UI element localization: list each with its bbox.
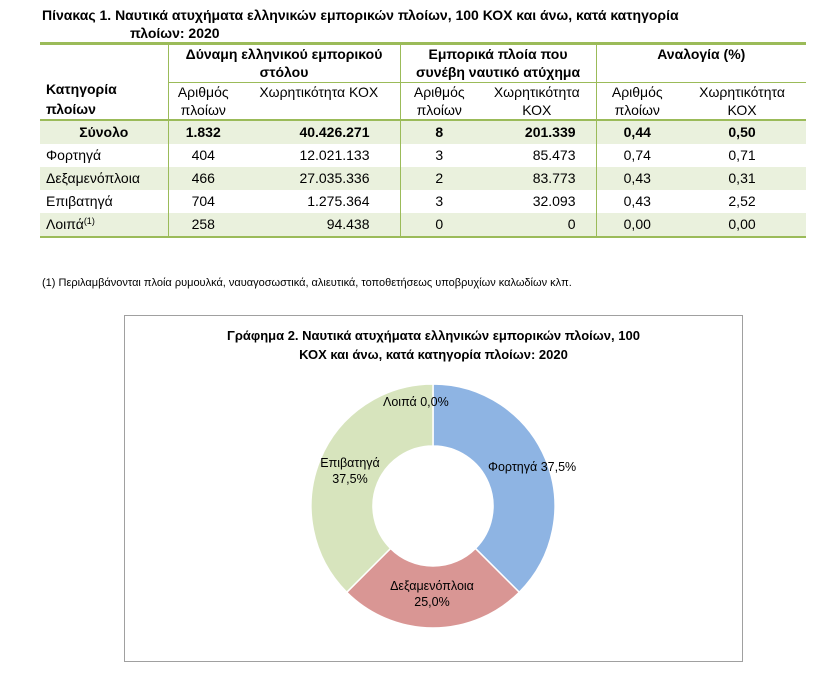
cell: 8 bbox=[400, 120, 478, 144]
cell: 27.035.336 bbox=[238, 167, 400, 190]
sub-header-grt: Χωρητικότητα ΚΟΧ bbox=[678, 82, 806, 120]
row-label: Λοιπά$^{(1)}$ bbox=[40, 213, 168, 237]
table-footnote: (1) Περιλαμβάνονται πλοία ρυμουλκά, ναυαγοσωστικά, αλιευτικά, τοποθετήσεως υποβρυχίων καλωδίων κλπ. bbox=[42, 277, 572, 289]
chart-title: Γράφημα 2. Ναυτικά ατυχήματα ελληνικών εμπορικών πλοίων, 100 bbox=[227, 328, 640, 343]
group-header-accidents: Εμπορικά πλοία που συνέβη ναυτικό ατύχημα bbox=[400, 44, 596, 82]
sub-header-count: Αριθμός πλοίων bbox=[400, 82, 478, 120]
accidents-table bbox=[40, 42, 806, 238]
row-label: Σύνολο bbox=[40, 120, 168, 144]
cell: 12.021.133 bbox=[299, 147, 370, 163]
sub-header-count: Αριθμός πλοίων bbox=[168, 82, 238, 120]
cell: 94.438 bbox=[238, 213, 400, 237]
sub-header-grt: Χωρητικότητα ΚΟΧ bbox=[478, 82, 596, 120]
table-row bbox=[40, 213, 806, 237]
table-row bbox=[40, 190, 806, 213]
cell: 0,74 bbox=[596, 144, 678, 167]
chart-title-cont: ΚΟΧ και άνω, κατά κατηγορία πλοίων: 2020 bbox=[299, 347, 568, 362]
cell: 1.832 bbox=[168, 120, 238, 144]
cell: 201.339 bbox=[478, 120, 596, 144]
table-title-cont: πλοίων: 2020 bbox=[130, 25, 220, 41]
cell: 258 bbox=[168, 213, 238, 237]
cell: 0,44 bbox=[596, 120, 678, 144]
group-header-fleet: Δύναμη ελληνικού εμπορικού στόλου bbox=[168, 44, 400, 82]
slice-label-passenger: Επιβατηγά 37,5% bbox=[320, 456, 380, 486]
cell: 2,52 bbox=[728, 193, 756, 209]
cell: 0 bbox=[400, 213, 478, 237]
group-header-ratio: Αναλογία (%) bbox=[596, 44, 806, 82]
cell: 0,43 bbox=[596, 190, 678, 213]
cell: 704 bbox=[168, 190, 238, 213]
cell: 40.426.271 bbox=[238, 120, 400, 144]
table-row bbox=[40, 144, 806, 167]
cell: 0,43 bbox=[596, 167, 678, 190]
cell: 0,50 bbox=[678, 120, 806, 144]
cell: 85.473 bbox=[532, 147, 576, 163]
table-row bbox=[40, 167, 806, 190]
cell: 83.773 bbox=[478, 167, 596, 190]
cell: 0,00 bbox=[596, 213, 678, 237]
slice-Επιβατηγά bbox=[311, 384, 433, 592]
cell: 1.275.364 bbox=[307, 193, 370, 209]
slice-label-tanker: Δεξαμενόπλοια 25,0% bbox=[390, 579, 474, 609]
cell: 3 bbox=[400, 144, 478, 167]
row-label: Επιβατηγά bbox=[46, 193, 113, 209]
footnote-marker: (1) bbox=[83, 216, 95, 226]
cell: 0,00 bbox=[678, 213, 806, 237]
doughnut-chart bbox=[124, 315, 743, 662]
table-title: Πίνακας 1. Ναυτικά ατυχήματα ελληνικών εμπορικών πλοίων, 100 ΚΟΧ και άνω, κατά κατηγορία bbox=[42, 7, 679, 23]
cell: 0 bbox=[478, 213, 596, 237]
slice-Φορτηγά bbox=[433, 384, 555, 592]
cell: 32.093 bbox=[532, 193, 576, 209]
cell: 0,71 bbox=[728, 147, 756, 163]
cell: 2 bbox=[400, 167, 478, 190]
cell: 404 bbox=[168, 144, 238, 167]
sub-header-count: Αριθμός πλοίων bbox=[596, 82, 678, 120]
slice-label-other: Λοιπά 0,0% bbox=[383, 395, 449, 409]
row-label: Δεξαμενόπλοια bbox=[40, 167, 168, 190]
col-header-category: Κατηγορία πλοίων bbox=[46, 81, 117, 117]
sub-header-grt: Χωρητικότητα ΚΟΧ bbox=[238, 82, 400, 120]
cell: 0,31 bbox=[678, 167, 806, 190]
cell: 3 bbox=[400, 190, 478, 213]
table-row-total bbox=[40, 120, 806, 144]
slice-label-cargo: Φορτηγά 37,5% bbox=[488, 460, 577, 474]
cell: 466 bbox=[168, 167, 238, 190]
row-label: Φορτηγά bbox=[46, 147, 102, 163]
